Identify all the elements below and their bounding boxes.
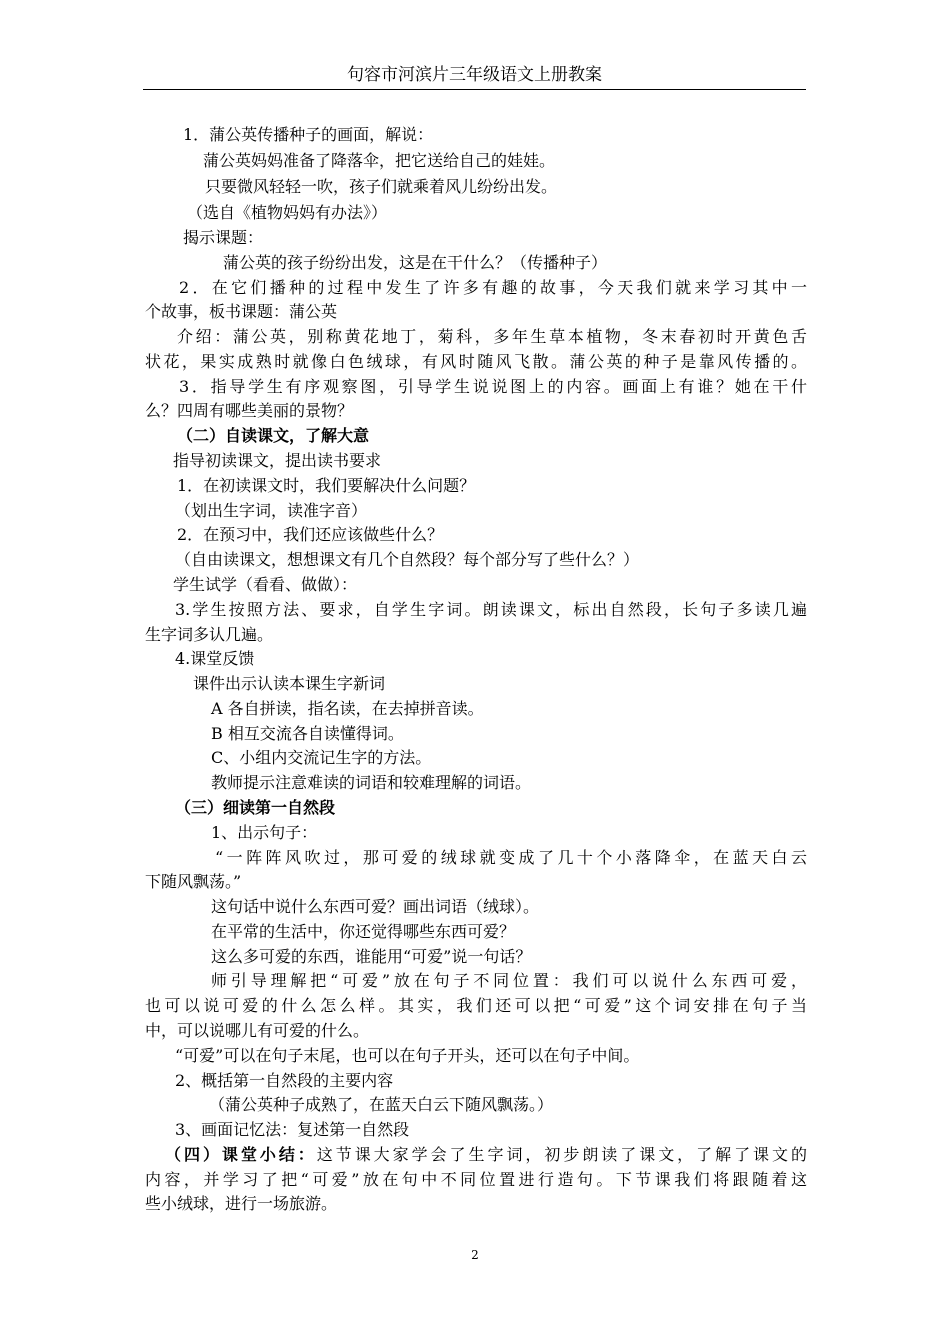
text-line: 这么多可爱的东西，谁能用“可爱”说一句话？ [211, 947, 532, 966]
text-line: 3．指导学生有序观察图，引导学生说说图上的内容。画面上有谁？她在干什 [179, 377, 807, 396]
text-line: 2．在预习中，我们还应该做些什么？ [177, 525, 444, 544]
text-line: 这句话中说什么东西可爱？画出词语（绒球）。 [211, 897, 540, 916]
text-line: 蒲公英的孩子纷纷出发，这是在干什么？（传播种子） [223, 253, 608, 272]
text-line: 揭示课题： [183, 228, 264, 247]
text-line: 中，可以说哪儿有可爱的什么。 [145, 1021, 370, 1040]
section-heading: （三）细读第一自然段 [175, 798, 336, 817]
header-rule [143, 89, 806, 90]
summary-text: 这节课大家学会了生字词，初步朗读了课文，了解了课文的 [316, 1145, 807, 1164]
text-line: “一阵阵风吹过，那可爱的绒球就变成了几十个小落降伞，在蓝天白云 [215, 848, 807, 867]
summary-line [165, 1143, 807, 1167]
text-line: 2．在它们播种的过程中发生了许多有趣的故事，今天我们就来学习其中一 [179, 278, 807, 297]
text-line: （自由读课文，想想课文有几个自然段？每个部分写了些什么？） [175, 550, 640, 569]
text-line: B 相互交流各自读懂得词。 [211, 724, 404, 743]
text-line: 2、概括第一自然段的主要内容 [175, 1071, 394, 1090]
text-line: 1、出示句子： [211, 823, 318, 842]
text-line: 个故事，板书课题：蒲公英 [145, 302, 338, 321]
text-line: 教师提示注意难读的词语和较难理解的词语。 [211, 773, 532, 792]
summary-heading: （四）课堂小结： [165, 1145, 317, 1164]
text-line: 3.学生按照方法、要求，自学生字词。朗读课文，标出自然段，长句子多读几遍 [175, 600, 807, 619]
text-line: 也可以说可爱的什么怎么样。其实，我们还可以把“可爱”这个词安排在句子当 [145, 996, 807, 1015]
section-heading: （二）自读课文，了解大意 [177, 426, 370, 445]
text-line: 4.课堂反馈 [175, 649, 255, 668]
text-line: 课件出示认读本课生字新词 [193, 674, 386, 693]
page-header-title: 句容市河滨片三年级语文上册教案 [347, 65, 602, 85]
text-line: 内容，并学习了把“可爱”放在句中不同位置进行造句。下节课我们将跟随着这 [145, 1170, 807, 1189]
text-line: 生字词多认几遍。 [145, 625, 274, 644]
text-line: （选自《植物妈妈有办法》） [187, 203, 388, 222]
text-line: 在平常的生活中，你还觉得哪些东西可爱？ [211, 922, 516, 941]
text-line: 指导初读课文，提出读书要求 [173, 451, 382, 470]
text-line: （蒲公英种子成熟了，在蓝天白云下随风飘荡。） [209, 1095, 554, 1114]
text-line: 下随风飘荡。” [145, 872, 242, 891]
text-line: 学生试学（看看、做做）： [173, 575, 358, 594]
text-line: （划出生字词，读准字音） [175, 501, 368, 520]
text-line: 蒲公英妈妈准备了降落伞，把它送给自己的娃娃。 [203, 151, 556, 170]
text-line: 1．蒲公英传播种子的画面，解说： [183, 125, 434, 144]
page-number: 2 [471, 1248, 479, 1262]
text-line: 只要微风轻轻一吹，孩子们就乘着风儿纷纷出发。 [205, 177, 558, 196]
text-line: 状花，果实成熟时就像白色绒球，有风时随风飞散。蒲公英的种子是靠风传播的。 [145, 352, 807, 371]
text-line: A 各自拼读，指名读，在去掉拼音读。 [211, 699, 484, 718]
text-line: C、小组内交流记生字的方法。 [211, 748, 432, 767]
text-line: 1．在初读课文时，我们要解决什么问题？ [177, 476, 476, 495]
text-line: 么？四周有哪些美丽的景物？ [145, 401, 354, 420]
text-line: 些小绒球，进行一场旅游。 [145, 1194, 338, 1213]
text-line: 师引导理解把“可爱”放在句子不同位置：我们可以说什么东西可爱， [211, 971, 807, 990]
text-line: 介绍：蒲公英，别称黄花地丁，菊科，多年生草本植物，冬末春初时开黄色舌 [177, 327, 807, 346]
text-line: “可爱”可以在句子末尾，也可以在句子开头，还可以在句子中间。 [175, 1046, 640, 1065]
text-line: 3、画面记忆法：复述第一自然段 [175, 1120, 410, 1139]
